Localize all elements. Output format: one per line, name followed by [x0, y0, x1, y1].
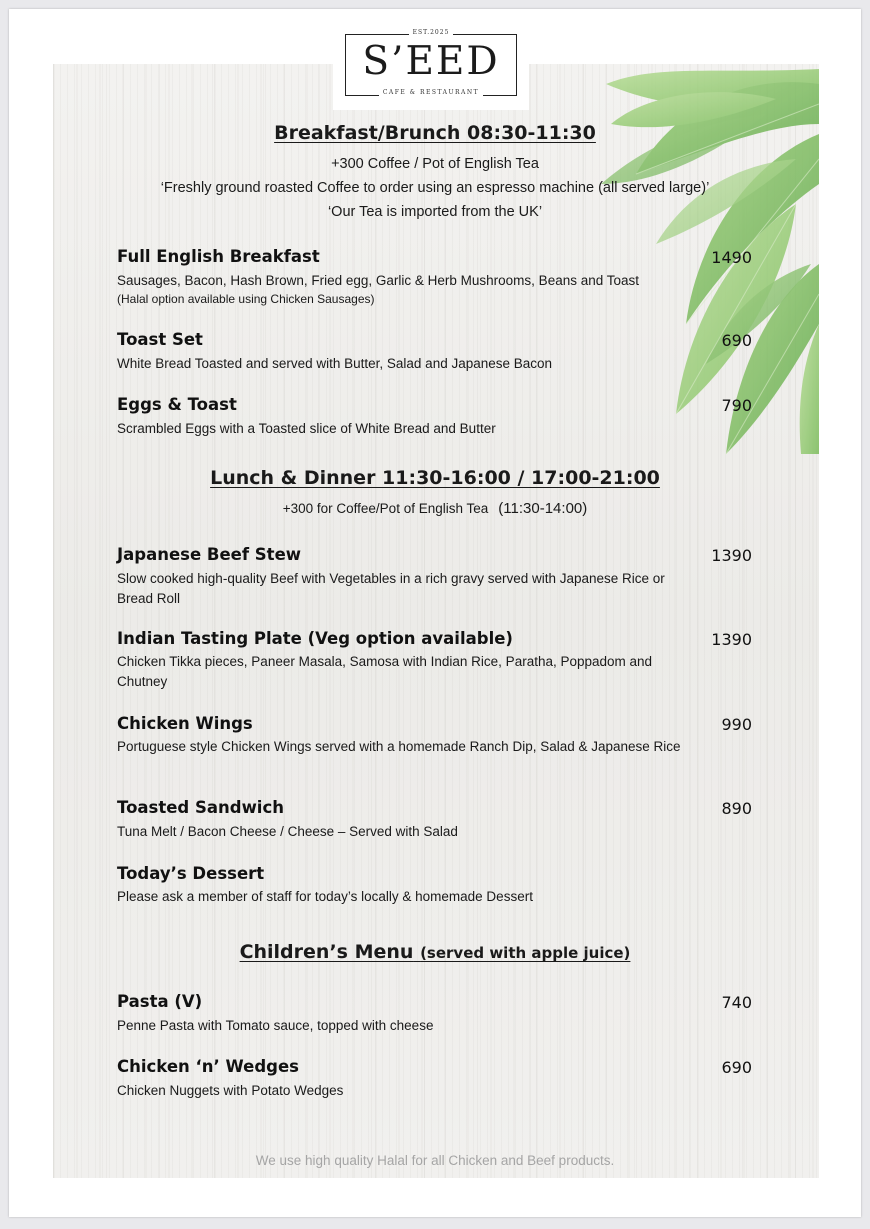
children-title-text: Children’s Menu — [239, 941, 414, 963]
menu-item-description: Tuna Melt / Bacon Cheese / Cheese – Served with Salad — [117, 824, 458, 839]
breakfast-note-3: ‘Our Tea is imported from the UK’ — [327, 204, 543, 220]
menu-item-price: 1490 — [711, 248, 752, 267]
menu-item-description: Chicken Nuggets with Potato Wedges — [117, 1083, 344, 1098]
children-title-note: (served with apple juice) — [420, 944, 631, 962]
logo-est: EST.2025 — [409, 29, 454, 36]
lunch-note-time: (11:30-14:00) — [498, 500, 588, 517]
menu-item-description: White Bread Toasted and served with Butter, Salad and Japanese Bacon — [117, 356, 553, 371]
lunch-note — [0, 500, 870, 517]
menu-item-name: Today’s Dessert — [117, 864, 265, 883]
menu-item-name: Eggs & Toast — [117, 395, 237, 414]
menu-item-name: Chicken ‘n’ Wedges — [117, 1057, 299, 1076]
breakfast-note-2: ‘Freshly ground roasted Coffee to order using an espresso machine (all served large)’ — [160, 180, 710, 196]
menu-item-price: 890 — [721, 799, 752, 818]
menu-item-name: Toasted Sandwich — [117, 798, 284, 817]
restaurant-logo — [333, 24, 529, 110]
menu-item-name: Japanese Beef Stew — [117, 545, 301, 564]
menu-item-description: Penne Pasta with Tomato sauce, topped with cheese — [117, 1018, 434, 1033]
menu-item-description: Please ask a member of staff for today’s locally & homemade Dessert — [117, 889, 533, 904]
menu-item-price: 990 — [721, 715, 752, 734]
menu-item-price: 740 — [721, 993, 752, 1012]
menu-item-price: 790 — [721, 396, 752, 415]
menu-item-description: Sausages, Bacon, Hash Brown, Fried egg, Garlic & Herb Mushrooms, Beans and Toast — [117, 273, 640, 288]
menu-item-name: Chicken Wings — [117, 714, 253, 733]
menu-item-name: Indian Tasting Plate (Veg option available) — [117, 629, 513, 648]
lunch-title: Lunch & Dinner 11:30-16:00 / 17:00-21:00 — [210, 467, 660, 489]
logo-subtitle: CAFE & RESTAURANT — [379, 89, 483, 96]
children-title — [0, 941, 870, 963]
menu-item-name: Pasta (V) — [117, 992, 203, 1011]
menu-item-note: (Halal option available using Chicken Sausages) — [117, 292, 375, 306]
menu-item-name: Full English Breakfast — [117, 247, 320, 266]
lunch-note-text: +300 for Coffee/Pot of English Tea — [282, 501, 489, 516]
menu-item-price: 690 — [721, 331, 752, 350]
breakfast-note-1: +300 Coffee / Pot of English Tea — [331, 156, 539, 172]
menu-item-price: 1390 — [711, 546, 752, 565]
menu-item-price: 690 — [721, 1058, 752, 1077]
halal-footer-note: We use high quality Halal for all Chicken and Beef products. — [255, 1153, 615, 1168]
menu-item-description: Slow cooked high-quality Beef with Vegetables in a rich gravy served with Japanese Rice or Bread Roll — [117, 571, 665, 606]
menu-item-description: Chicken Tikka pieces, Paneer Masala, Samosa with Indian Rice, Paratha, Poppadom and Chutney — [117, 654, 653, 689]
menu-item-description: Portuguese style Chicken Wings served with a homemade Ranch Dip, Salad & Japanese Rice — [117, 739, 681, 754]
menu-item-description: Scrambled Eggs with a Toasted slice of White Bread and Butter — [117, 421, 496, 436]
breakfast-title: Breakfast/Brunch 08:30-11:30 — [274, 122, 596, 144]
menu-item-name: Toast Set — [117, 330, 203, 349]
menu-item-price: 1390 — [711, 630, 752, 649]
logo-brand: S’EED — [362, 39, 500, 84]
